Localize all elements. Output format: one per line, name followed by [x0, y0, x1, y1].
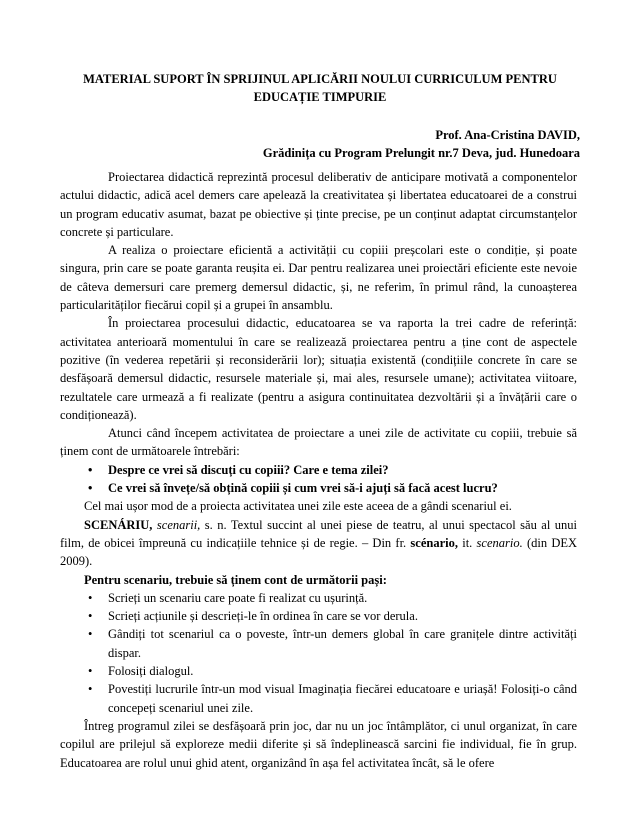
step-item: • Scrieți un scenariu care poate fi realizat cu ușurință.: [108, 589, 577, 607]
author-name: Prof. Ana-Cristina DAVID,: [435, 128, 580, 142]
question-item: • Ce vrei să învețe/să obțină copiii și cum vrei să-i ajuți să facă acest lucru?: [108, 479, 577, 497]
definition-italian-label: it.: [462, 535, 473, 550]
steps-list: [60, 589, 577, 717]
question-item: • Despre ce vrei să discuți cu copiii? Care e tema zilei?: [108, 461, 577, 479]
definition-french: scénario,: [410, 535, 458, 550]
steps-title: Pentru scenariu, trebuie să ținem cont de următorii pași:: [84, 572, 387, 587]
author-institution: Grădinița cu Program Prelungit nr.7 Deva, jud. Hunedoara: [262, 146, 580, 160]
questions-list: [60, 461, 577, 498]
step-item: • Povestiți lucrurile într-un mod visual Imaginația fiecărei educatoare e uriașă! Folosiți-o când concepeți scenariul unei zile.: [108, 680, 577, 717]
title-line-2: EDUCAȚIE TIMPURIE: [253, 90, 387, 104]
step-item: • Scrieți acțiunile și descrieți-le în ordinea în care se vor derula.: [108, 607, 577, 625]
paragraph-4: Atunci când începem activitatea de proiectare a unei zile de activitate cu copiii, trebuie să ținem cont de următoarele întrebări:: [60, 426, 577, 459]
paragraph-2: A realiza o proiectare eficientă a activității cu copiii preșcolari este o condiție, și poate singura, prin care se poate garanta reușita ei. Dar pentru realizarea unei proiectări eficiente este nevoie de câteva demersuri care premerg demersul didactic, și, ne referim, în primul rând, la cunoașterea particularităților fiecărui copil și a grupei în ansamblu.: [60, 243, 577, 313]
document-title: [60, 70, 580, 106]
definition-source: (din DEX 2009).: [60, 535, 578, 569]
document-body: [60, 168, 577, 772]
paragraph-5: Cel mai ușor mod de a proiecta activitatea unei zile este aceea de a gândi scenariul ei.: [84, 499, 512, 514]
definition-text: s. n. Textul succint al unei piese de teatru, al unui spectacol său al unui film, de obicei împreună cu indicațiile tehnice și de regie. – Din fr.: [60, 517, 578, 550]
definition-term: SCENÁRIU,: [84, 517, 153, 532]
definition-italian: scenario.: [476, 535, 523, 550]
paragraph-6: Întreg programul zilei se desfășoară prin joc, dar nu un joc întâmplător, ci unul organizat, în care copilul are prilejul să exploreze medii diferite și să îndeplinească sarcini fie individual, fie în grup. Educatoarea are rolul unui ghid atent, organizând în așa fel activitatea încât, să le ofere: [60, 718, 577, 770]
title-line-1: MATERIAL SUPORT ÎN SPRIJINUL APLICĂRII NOULUI CURRICULUM PENTRU: [83, 72, 557, 86]
paragraph-3: În proiectarea procesului didactic, educatoarea se va raporta la trei cadre de referință: activitatea anterioară momentului în care se realizează proiectarea pentru a ține cont de aspectele pozitive (în vederea repetării și reconsiderării lor); situația existentă (condițiile concrete în care se desfășoară demersul didactic, resursele materiale și, mai ales, resursele umane); activitatea viitoare, rezultatele care urmează a fi realizate (pentru a asigura continuitatea dezvoltării și a învățării care o condiționează).: [60, 316, 577, 422]
step-item: • Folosiți dialogul.: [108, 662, 577, 680]
definition-paragraph: [60, 516, 577, 571]
paragraph-1: Proiectarea didactică reprezintă procesul deliberativ de anticipare motivată a componentelor actului didactic, adică acel demers care apelează la creativitatea și libertatea educatoarei de a construi un program educativ asumat, bazat pe obiective și ținte precise, pe un conținut adaptat circumstanțelor concrete și particulare.: [60, 170, 577, 239]
definition-plural: scenarii,: [156, 517, 201, 532]
step-item: • Gândiți tot scenariul ca o poveste, într-un demers global în care granițele dintre activități dispar.: [108, 625, 577, 662]
